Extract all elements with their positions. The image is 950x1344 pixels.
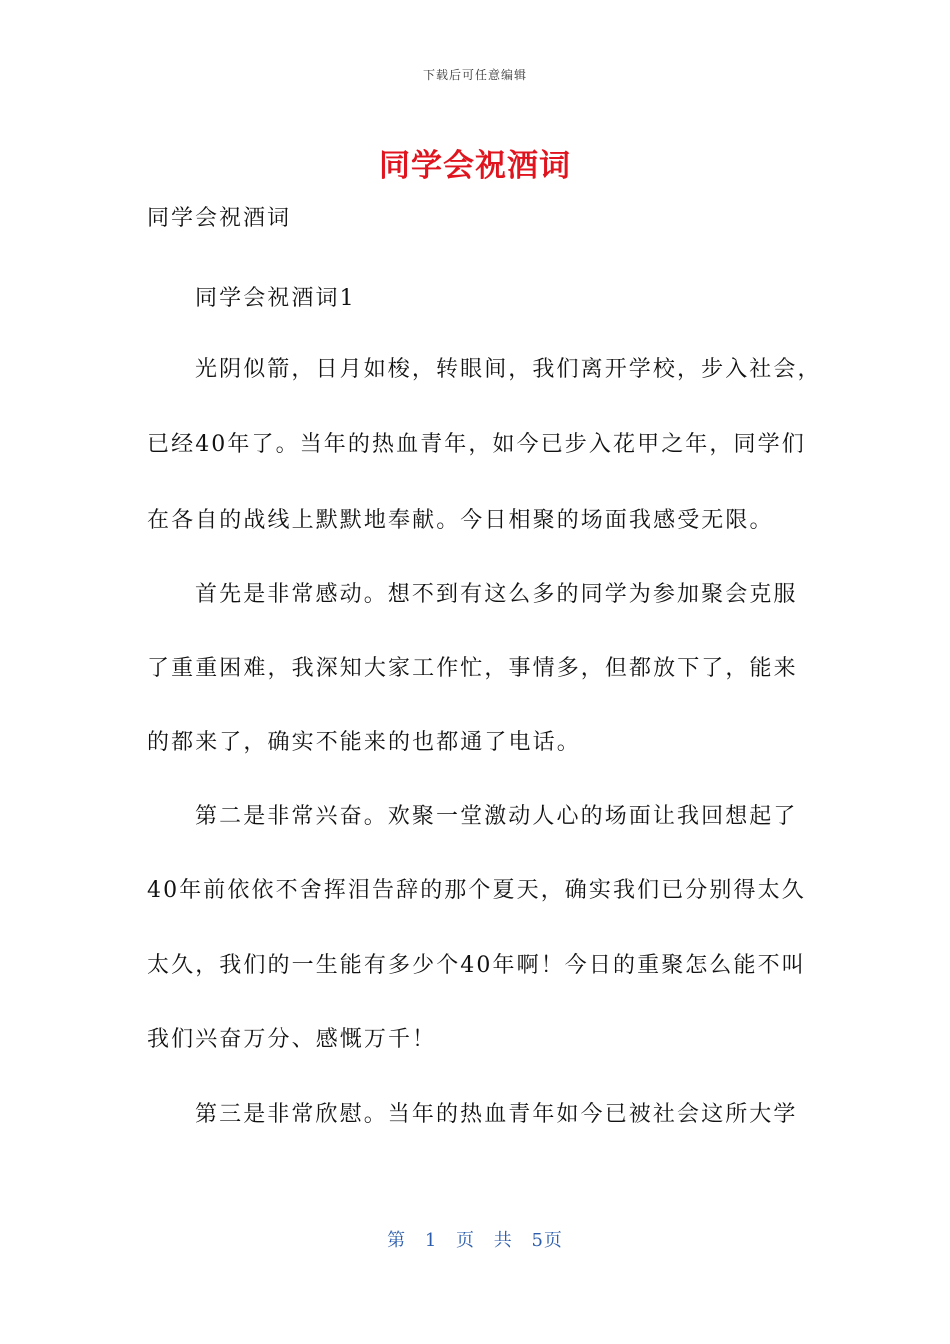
page-number: 1 bbox=[424, 1230, 438, 1251]
header-note: 下载后可任意编辑 bbox=[422, 68, 527, 82]
paragraph-line: 了重重困难，我深知大家工作忙，事情多，但都放下了，能来 bbox=[147, 656, 798, 681]
paragraph-line: 40年前依依不舍挥泪告辞的那个夏天，确实我们已分别得太久 bbox=[147, 878, 806, 903]
paragraph-line: 太久，我们的一生能有多少个40年啊！今日的重聚怎么能不叫 bbox=[147, 953, 806, 978]
paragraph-line: 的都来了，确实不能来的也都通了电话。 bbox=[147, 730, 581, 755]
document-subtitle: 同学会祝酒词 bbox=[147, 206, 292, 231]
total-label: 共 bbox=[493, 1230, 513, 1251]
paragraph-line: 我们兴奋万分、感慨万千！ bbox=[147, 1027, 437, 1052]
paragraph-line: 首先是非常感动。想不到有这么多的同学为参加聚会克服 bbox=[195, 582, 798, 607]
total-pages: 5页 bbox=[531, 1230, 563, 1251]
paragraph-line: 第三是非常欣慰。当年的热血青年如今已被社会这所大学 bbox=[195, 1102, 798, 1127]
section-heading: 同学会祝酒词1 bbox=[195, 286, 356, 311]
page-label: 第 bbox=[387, 1230, 407, 1251]
paragraph-line: 已经40年了。当年的热血青年，如今已步入花甲之年，同学们 bbox=[147, 432, 806, 457]
paragraph-line: 在各自的战线上默默地奉献。今日相聚的场面我感受无限。 bbox=[147, 508, 774, 533]
page-word: 页 bbox=[456, 1230, 475, 1251]
page-footer bbox=[0, 1226, 950, 1252]
paragraph-line: 第二是非常兴奋。欢聚一堂激动人心的场面让我回想起了 bbox=[195, 804, 798, 829]
paragraph-line: 光阴似箭，日月如梭，转眼间，我们离开学校，步入社会， bbox=[195, 357, 822, 382]
document-title: 同学会祝酒词 bbox=[379, 148, 571, 184]
